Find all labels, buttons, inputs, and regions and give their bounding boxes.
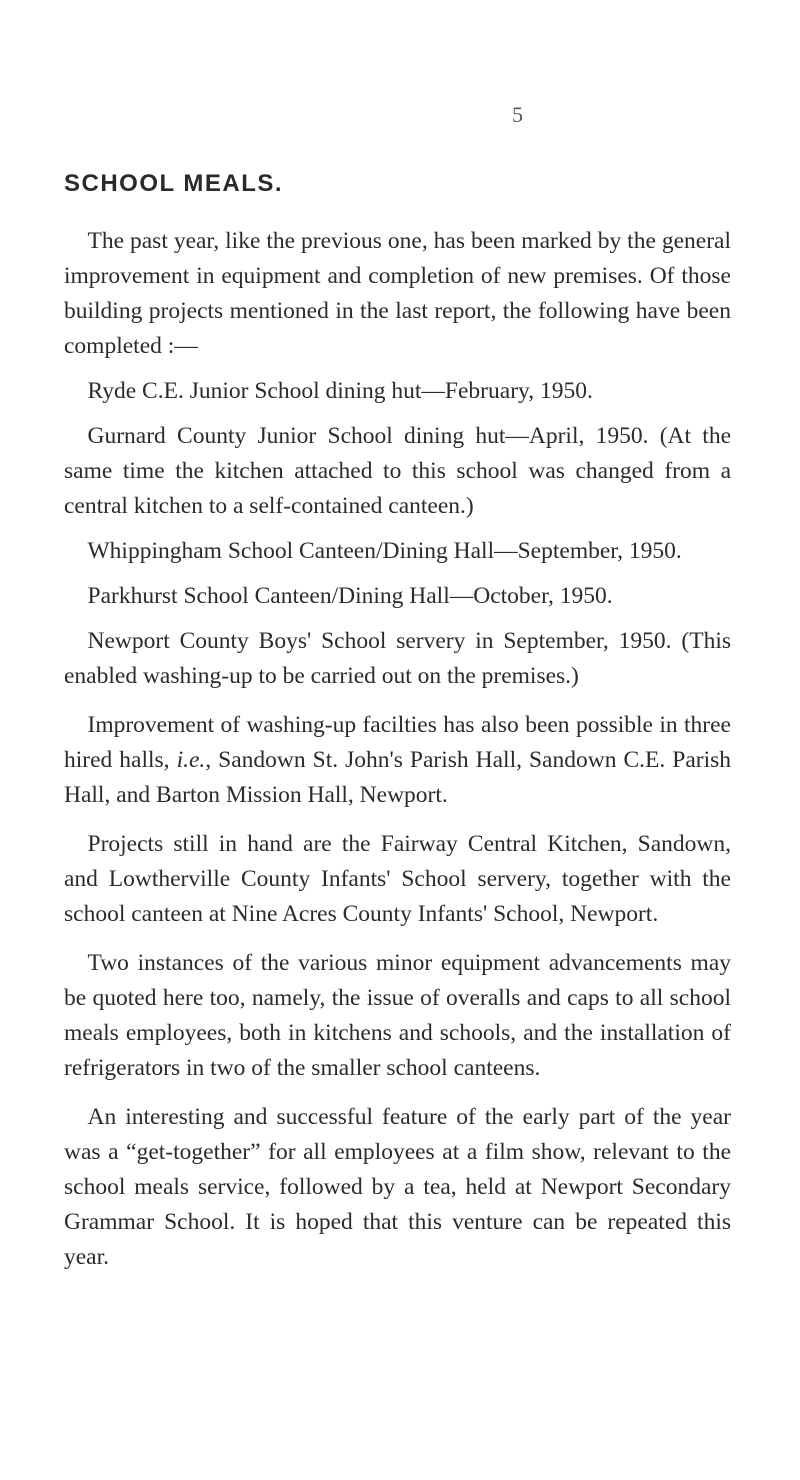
washing-up-text-end: , Sandown St. John's Parish Hall, Sandown C.E. Parish Hall, and Barton Mission Hall, Newport.: [64, 747, 731, 808]
body-text: [64, 224, 731, 1275]
paragraph-intro: The past year, like the previous one, has been marked by the general improvement in equipment and completion of new premises. Of those building projects mentioned in the last report, the following have been completed :—: [64, 228, 731, 359]
section-heading: SCHOOL MEALS.: [64, 170, 284, 197]
paragraph-ryde: Ryde C.E. Junior School dining hut—February, 1950.: [87, 378, 593, 404]
washing-up-text-start: Improvement of washing-up facilties has also been possible in three hired halls,: [64, 712, 731, 773]
paragraph-parkhurst: Parkhurst School Canteen/Dining Hall—October, 1950.: [87, 583, 613, 609]
page-number: 5: [512, 102, 523, 127]
paragraph-washing-up: [64, 708, 731, 813]
paragraph-get-together: An interesting and successful feature of the early part of the year was a “get-together” for all employees at a film show, relevant to the school meals service, followed by a tea, held at Newport Secondary Grammar School. It is hoped that this venture can be repeated this year.: [64, 1104, 731, 1270]
paragraph-equipment: Two instances of the various minor equipment advancements may be quoted here too, namely, the issue of overalls and caps to all school meals employees, both in kitchens and schools, and the installation of refrigerators in two of the smaller school canteens.: [64, 950, 731, 1081]
paragraph-gurnard: Gurnard County Junior School dining hut—April, 1950. (At the same time the kitchen attached to this school was changed from a central kitchen to a self-contained canteen.): [64, 423, 731, 519]
paragraph-newport-boys: Newport County Boys' School servery in September, 1950. (This enabled washing-up to be carried out on the premises.): [64, 628, 731, 689]
paragraph-whippingham: Whippingham School Canteen/Dining Hall—September, 1950.: [87, 538, 682, 564]
washing-up-abbrev: i.e.: [176, 747, 206, 773]
paragraph-projects: Projects still in hand are the Fairway Central Kitchen, Sandown, and Lowtherville County Infants' School servery, together with the school canteen at Nine Acres County Infants' School, Newport.: [64, 831, 731, 927]
